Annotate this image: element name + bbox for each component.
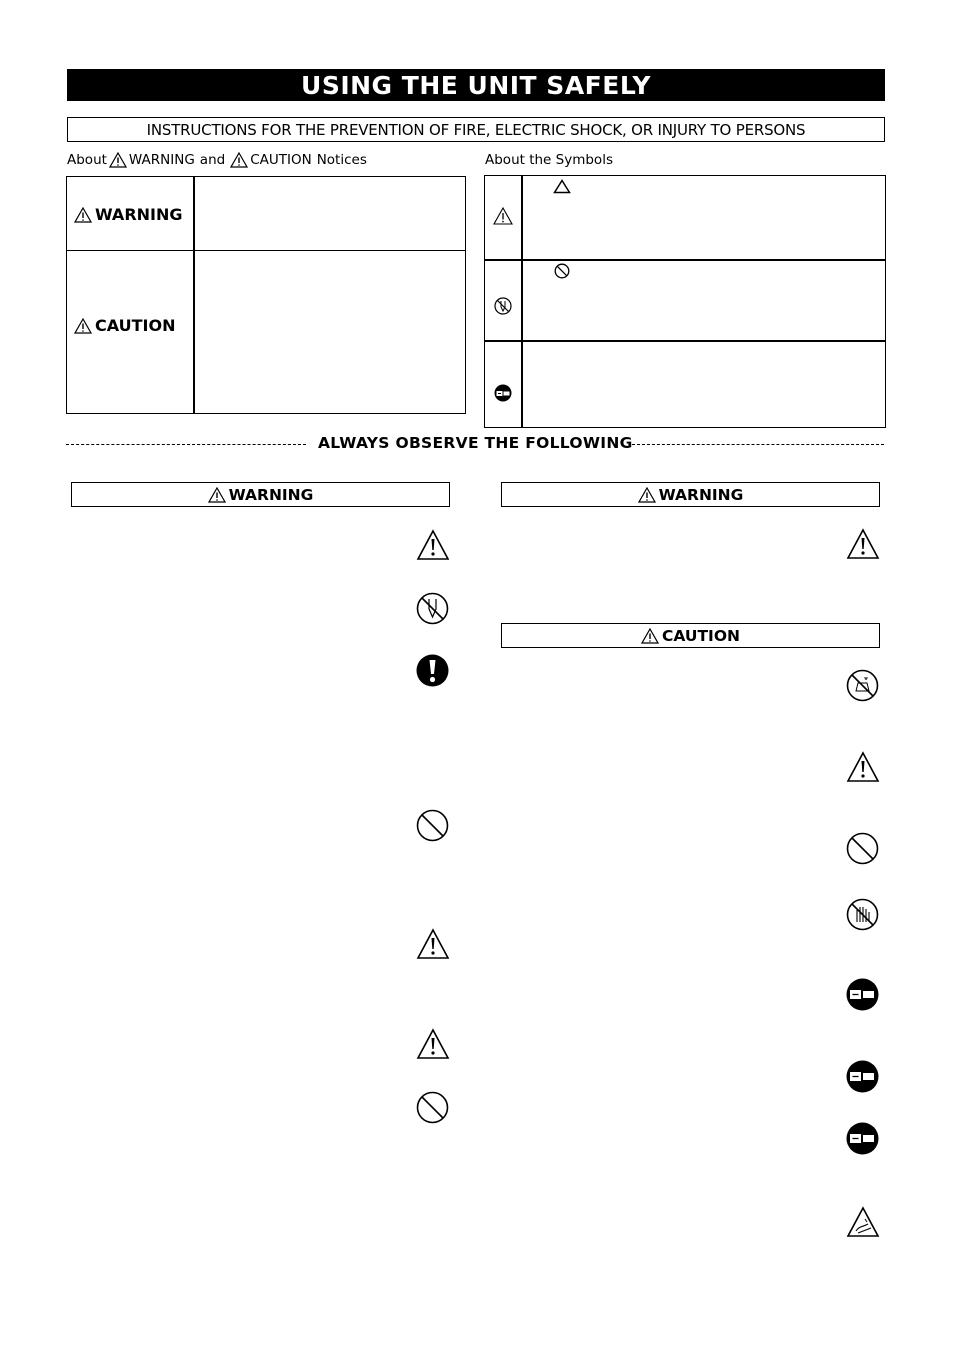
do-not-disassemble-icon	[416, 592, 449, 625]
caution-triangle-icon	[641, 628, 659, 644]
caution-triangle-icon	[230, 152, 248, 168]
caution-triangle-icon	[74, 318, 92, 334]
warning-triangle-icon	[109, 152, 127, 168]
unplug-icon	[846, 1122, 879, 1155]
prohibited-icon	[846, 832, 879, 865]
symbols-column-divider	[521, 176, 523, 427]
instructions-heading: INSTRUCTIONS FOR THE PREVENTION OF FIRE, ELECTRIC SHOCK, OR INJURY TO PERSONS	[146, 120, 806, 139]
symbols-heading: About the Symbols	[485, 152, 613, 168]
notices-table	[66, 176, 466, 414]
prohibited-icon	[416, 1091, 449, 1124]
notices-column-divider	[193, 177, 195, 413]
triangle-symbol-icon	[553, 179, 571, 194]
prohibited-symbol-icon	[554, 263, 570, 279]
symbols-table	[484, 175, 886, 428]
symbols-row-divider	[485, 259, 885, 261]
right-warning-header: WARNING	[501, 482, 880, 507]
dashed-divider-right	[632, 444, 884, 445]
unplug-icon	[846, 978, 879, 1011]
unplug-icon	[494, 384, 512, 402]
instructions-heading-box	[67, 117, 885, 142]
unplug-icon	[846, 1060, 879, 1093]
do-not-touch-icon	[846, 898, 879, 931]
caution-triangle-icon	[416, 529, 450, 561]
warning-triangle-icon	[638, 487, 656, 503]
symbols-row-divider	[485, 340, 885, 342]
caution-triangle-icon	[416, 928, 450, 960]
no-liquid-icon	[846, 669, 879, 702]
page-title: USING THE UNIT SAFELY	[301, 70, 651, 100]
page-title-bar	[67, 69, 885, 101]
notices-heading: About WARNING and CAUTION Notices	[67, 152, 367, 168]
caution-triangle-icon	[846, 751, 880, 783]
notice-warning-label: WARNING	[74, 205, 183, 224]
caution-triangle-icon	[846, 528, 880, 560]
exclamation-icon	[416, 654, 449, 687]
warning-triangle-icon	[74, 207, 92, 223]
prohibited-icon	[416, 809, 449, 842]
caution-triangle-icon	[493, 207, 513, 225]
left-warning-header: WARNING	[71, 482, 450, 507]
do-not-disassemble-icon	[494, 297, 512, 315]
right-caution-header: CAUTION	[501, 623, 880, 648]
dashed-divider-left	[66, 444, 306, 445]
warning-triangle-icon	[208, 487, 226, 503]
hot-surface-icon	[846, 1206, 880, 1238]
always-observe-heading: ALWAYS OBSERVE THE FOLLOWING	[318, 434, 633, 452]
caution-triangle-icon	[416, 1028, 450, 1060]
notice-caution-label: CAUTION	[74, 316, 175, 335]
